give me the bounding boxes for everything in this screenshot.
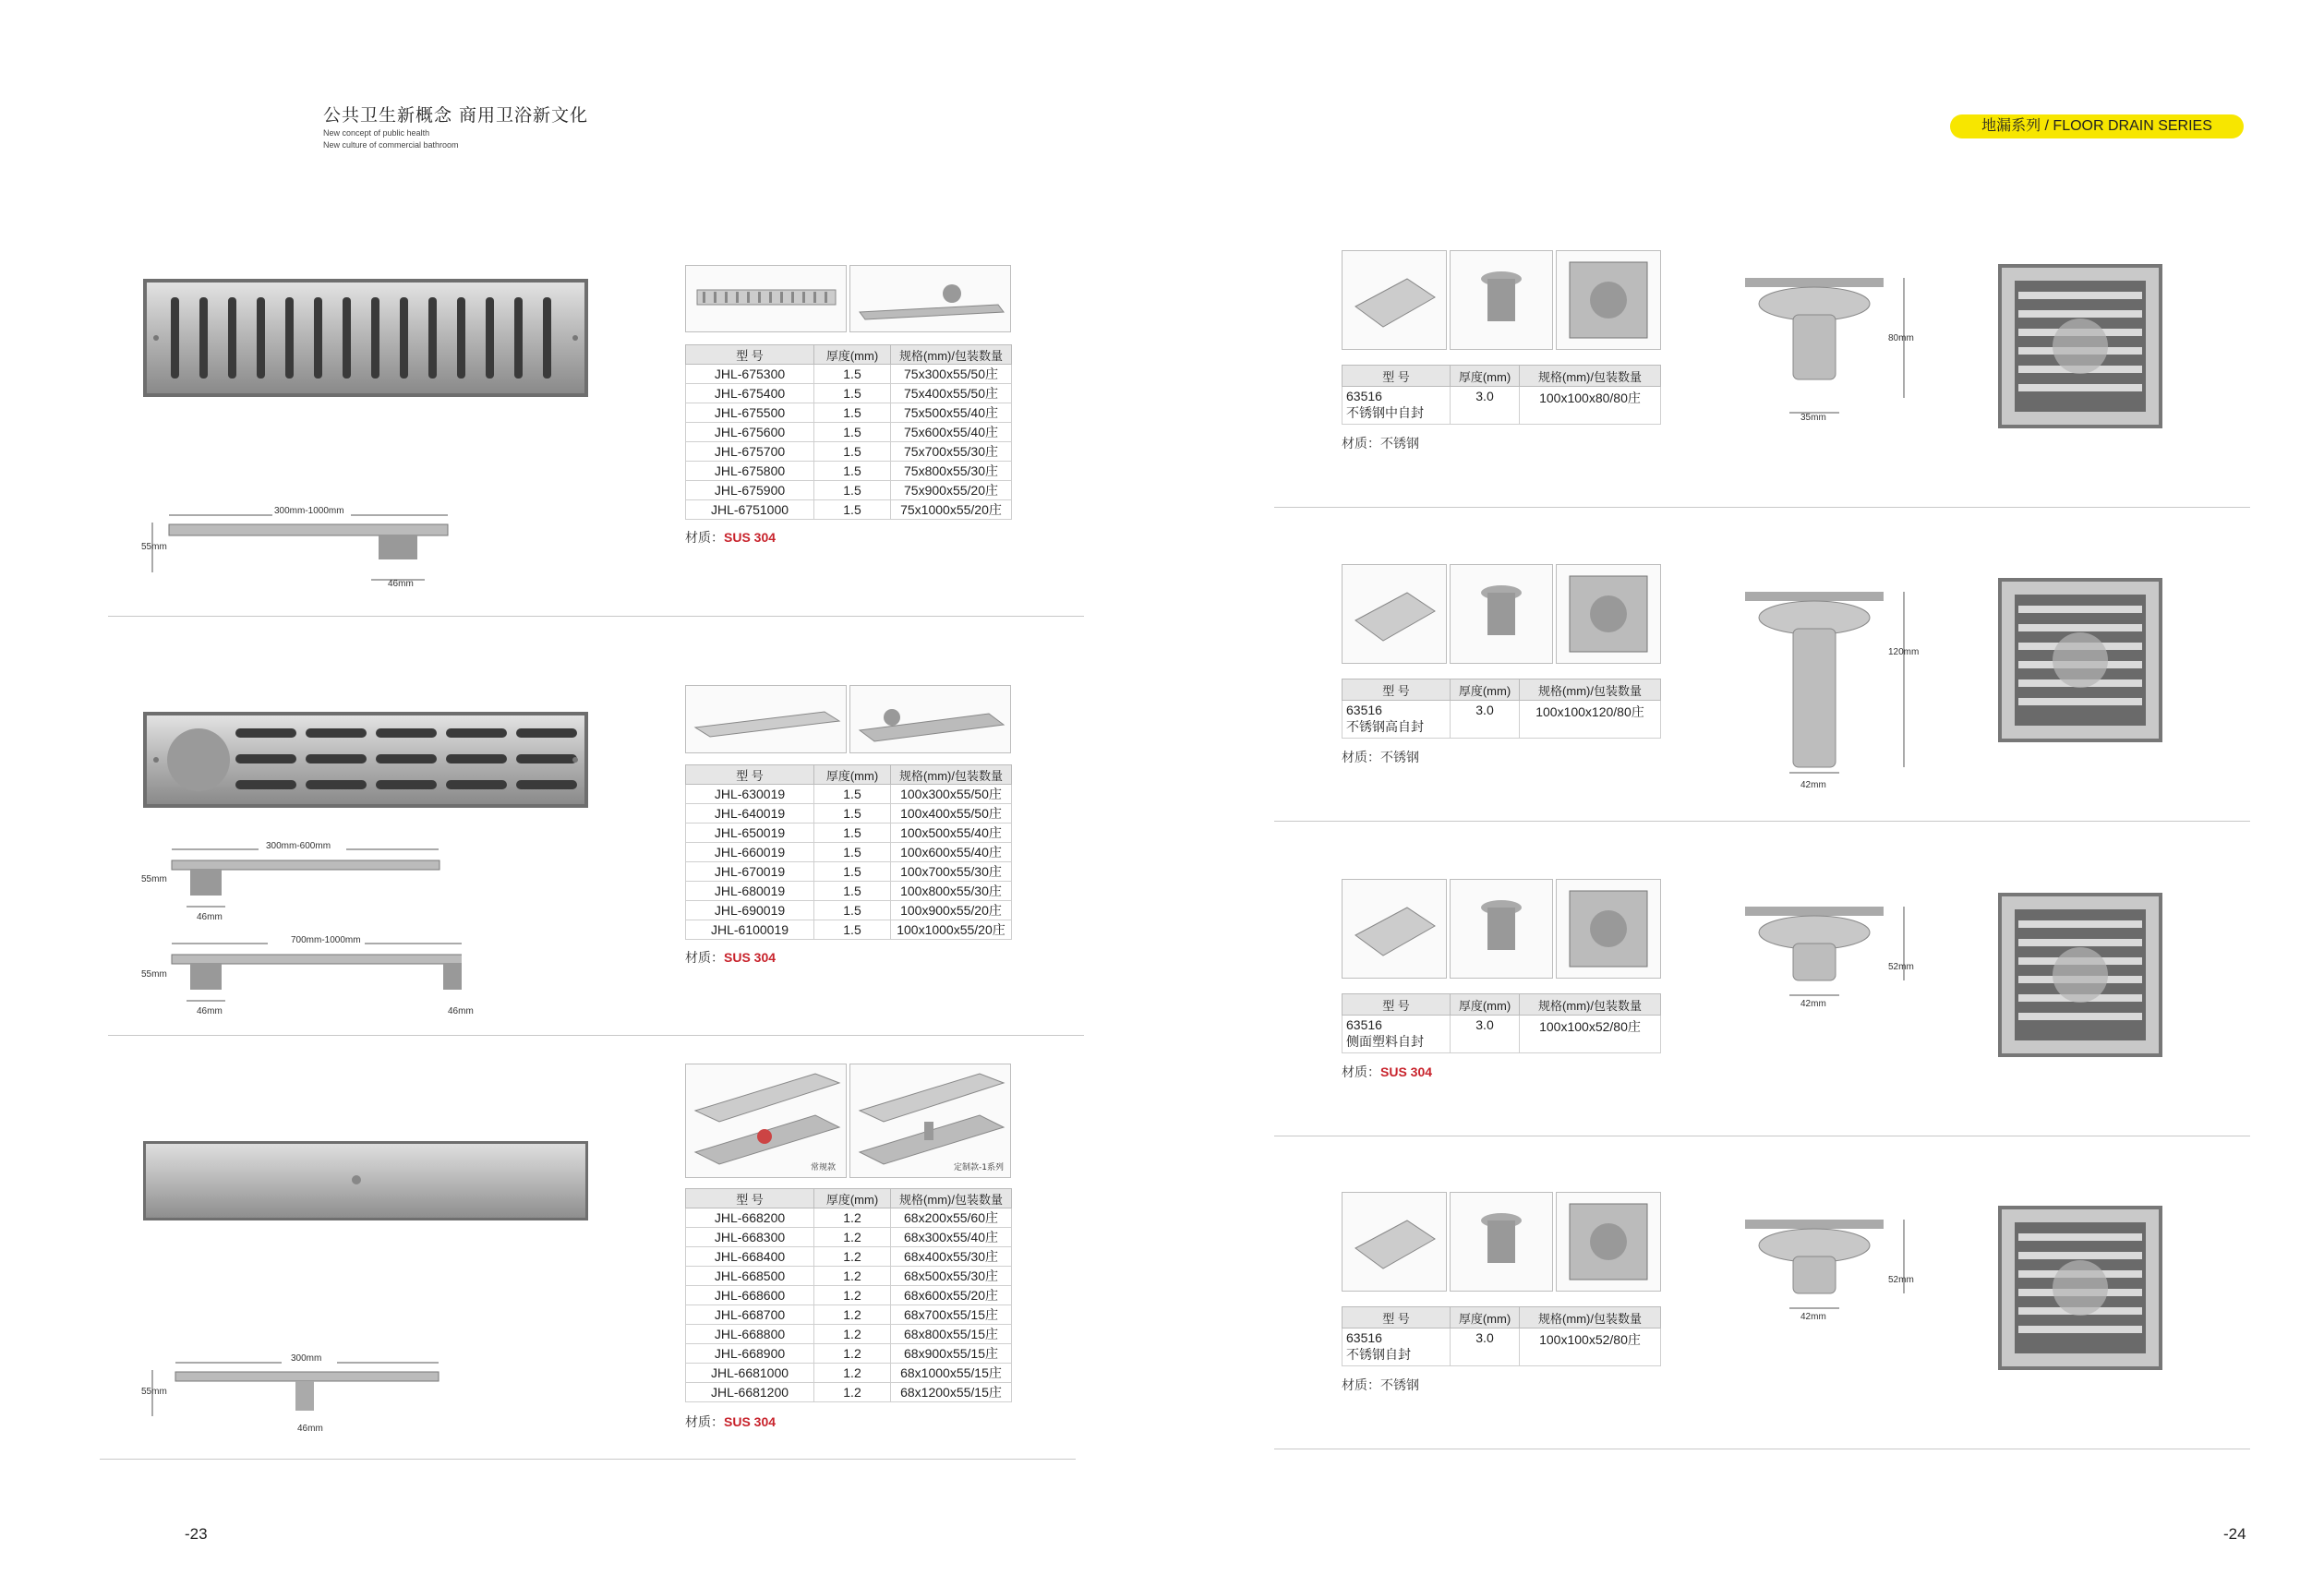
dim-length: 300mm bbox=[291, 1353, 322, 1364]
cell-thickness: 1.2 bbox=[814, 1383, 891, 1402]
table-row bbox=[686, 481, 1012, 500]
cell-thickness: 1.2 bbox=[814, 1247, 891, 1267]
table-row bbox=[1343, 701, 1661, 739]
section-divider bbox=[1274, 821, 2250, 822]
cell-model bbox=[1343, 387, 1451, 425]
material-value: SUS 304 bbox=[724, 530, 777, 545]
thumbnail-grate bbox=[685, 265, 847, 332]
cell-spec: 75x600x55/40庄 bbox=[891, 423, 1012, 442]
cell-spec: 75x700x55/30庄 bbox=[891, 442, 1012, 462]
cell-thickness: 1.5 bbox=[814, 442, 891, 462]
col-spec: 规格(mm)/包装数量 bbox=[1520, 1307, 1661, 1329]
table-row bbox=[686, 785, 1012, 804]
thumbnail-grate-cover bbox=[1342, 879, 1447, 979]
cell-thickness: 1.5 bbox=[814, 882, 891, 901]
cell-spec: 68x1000x55/15庄 bbox=[891, 1364, 1012, 1383]
model-name: 不锈钢中自封 bbox=[1346, 405, 1424, 420]
model-number: 63516 bbox=[1346, 389, 1382, 403]
material-value: 不锈钢 bbox=[1380, 436, 1419, 451]
page-number-left: -23 bbox=[185, 1525, 208, 1543]
page-header-title: 公共卫生新概念 商用卫浴新文化 bbox=[323, 105, 589, 126]
dim-height: 80mm bbox=[1888, 333, 1914, 343]
col-spec: 规格(mm)/包装数量 bbox=[891, 765, 1012, 785]
table-row bbox=[686, 1267, 1012, 1286]
cell-spec: 68x600x55/20庄 bbox=[891, 1286, 1012, 1305]
dim-height: 55mm bbox=[141, 1387, 167, 1397]
cell-spec: 75x900x55/20庄 bbox=[891, 481, 1012, 500]
spec-table-1 bbox=[685, 344, 1012, 520]
table-row bbox=[686, 462, 1012, 481]
cell-thickness: 1.5 bbox=[814, 824, 891, 843]
cell-model: JHL-675300 bbox=[686, 365, 814, 384]
cell-thickness: 3.0 bbox=[1451, 387, 1520, 425]
page-number-right: -24 bbox=[2223, 1525, 2246, 1543]
col-spec: 规格(mm)/包装数量 bbox=[1520, 679, 1661, 701]
cell-thickness: 1.2 bbox=[814, 1344, 891, 1364]
drain-profile-diagram bbox=[1736, 278, 1939, 463]
spec-table-2 bbox=[685, 764, 1012, 940]
material-label: 材质： bbox=[1342, 1064, 1380, 1079]
cell-model bbox=[1343, 701, 1451, 739]
cell-model: JHL-675400 bbox=[686, 384, 814, 403]
cell-spec: 68x200x55/60庄 bbox=[891, 1208, 1012, 1228]
cell-thickness: 1.5 bbox=[814, 384, 891, 403]
material-label: 材质： bbox=[1342, 436, 1380, 451]
thumbnail-caption: 定制款-1系列 bbox=[954, 1163, 1004, 1172]
material-note bbox=[1342, 1376, 1419, 1394]
cell-thickness: 1.2 bbox=[814, 1286, 891, 1305]
cell-model: JHL-668600 bbox=[686, 1286, 814, 1305]
dim-length: 300mm-1000mm bbox=[274, 506, 344, 516]
header-sub-line-2: New culture of commercial bathroom bbox=[323, 140, 459, 150]
cell-model: JHL-668900 bbox=[686, 1344, 814, 1364]
dim-width: 42mm bbox=[1800, 1312, 1826, 1322]
table-row bbox=[1343, 1016, 1661, 1053]
thumbnail-caption: 常规款 bbox=[811, 1163, 837, 1172]
thumbnail-trough bbox=[849, 265, 1011, 332]
thumbnail-core bbox=[1450, 1192, 1553, 1292]
model-number: 63516 bbox=[1346, 1330, 1382, 1345]
cell-spec: 75x1000x55/20庄 bbox=[891, 500, 1012, 520]
thumbnail-body bbox=[1556, 879, 1661, 979]
spec-rows bbox=[686, 785, 1012, 940]
cell-thickness: 3.0 bbox=[1451, 1329, 1520, 1366]
cell-model: JHL-675900 bbox=[686, 481, 814, 500]
cell-model: JHL-670019 bbox=[686, 862, 814, 882]
col-thickness: 厚度(mm) bbox=[1451, 994, 1520, 1016]
material-value: SUS 304 bbox=[724, 950, 777, 965]
model-number: 63516 bbox=[1346, 703, 1382, 717]
cell-thickness: 1.5 bbox=[814, 365, 891, 384]
cell-spec: 100x1000x55/20庄 bbox=[891, 920, 1012, 940]
table-row bbox=[686, 1364, 1012, 1383]
cell-thickness: 1.2 bbox=[814, 1364, 891, 1383]
model-name: 不锈钢自封 bbox=[1346, 1347, 1411, 1362]
col-spec: 规格(mm)/包装数量 bbox=[1520, 366, 1661, 387]
cell-spec: 100x700x55/30庄 bbox=[891, 862, 1012, 882]
dim-height: 52mm bbox=[1888, 1275, 1914, 1285]
cell-thickness: 1.5 bbox=[814, 901, 891, 920]
drain-top-view-photo bbox=[1998, 264, 2162, 428]
drain-spec-table bbox=[1342, 679, 1661, 739]
table-row bbox=[686, 1344, 1012, 1364]
cell-model bbox=[1343, 1016, 1451, 1053]
drain-spec-table bbox=[1342, 365, 1661, 425]
section-divider bbox=[108, 1035, 1084, 1036]
thumbnail-linear-drain-standard bbox=[685, 1064, 847, 1178]
col-model: 型 号 bbox=[1343, 679, 1451, 701]
table-row bbox=[686, 365, 1012, 384]
section-divider bbox=[100, 1459, 1076, 1460]
cell-spec: 68x400x55/30庄 bbox=[891, 1247, 1012, 1267]
dim-height: 120mm bbox=[1888, 647, 1920, 657]
col-thickness: 厚度(mm) bbox=[1451, 1307, 1520, 1329]
cell-model: JHL-680019 bbox=[686, 882, 814, 901]
col-spec: 规格(mm)/包装数量 bbox=[1520, 994, 1661, 1016]
dim-pipe: 46mm bbox=[388, 579, 414, 589]
side-profile-diagram bbox=[138, 1357, 462, 1431]
section-divider bbox=[1274, 507, 2250, 508]
dim-length: 300mm-600mm bbox=[266, 841, 331, 851]
material-label: 材质： bbox=[1342, 1377, 1380, 1392]
material-note bbox=[1342, 434, 1419, 452]
thumbnail-core bbox=[1450, 250, 1553, 350]
drain-profile-diagram bbox=[1736, 907, 1939, 1091]
cell-thickness: 1.2 bbox=[814, 1267, 891, 1286]
cell-spec: 68x500x55/30庄 bbox=[891, 1267, 1012, 1286]
cell-spec: 100x900x55/20庄 bbox=[891, 901, 1012, 920]
cell-thickness: 1.5 bbox=[814, 920, 891, 940]
cell-thickness: 1.2 bbox=[814, 1228, 891, 1247]
product-photo-slot-grate bbox=[143, 712, 588, 808]
cell-model: JHL-668500 bbox=[686, 1267, 814, 1286]
dim-width: 35mm bbox=[1800, 413, 1826, 423]
cell-model: JHL-640019 bbox=[686, 804, 814, 824]
cell-model: JHL-668700 bbox=[686, 1305, 814, 1325]
cell-model: JHL-690019 bbox=[686, 901, 814, 920]
cell-thickness: 1.5 bbox=[814, 804, 891, 824]
cell-thickness: 1.5 bbox=[814, 481, 891, 500]
cell-model: JHL-650019 bbox=[686, 824, 814, 843]
table-row bbox=[686, 1305, 1012, 1325]
table-row bbox=[686, 882, 1012, 901]
cell-model: JHL-6681000 bbox=[686, 1364, 814, 1383]
dim-height: 55mm bbox=[141, 969, 167, 980]
thumbnail-grate-cover bbox=[1342, 1192, 1447, 1292]
material-note bbox=[685, 528, 776, 547]
material-value: SUS 304 bbox=[1380, 1064, 1433, 1079]
cell-spec: 75x300x55/50庄 bbox=[891, 365, 1012, 384]
col-thickness: 厚度(mm) bbox=[1451, 366, 1520, 387]
material-label: 材质： bbox=[1342, 750, 1380, 764]
spec-table-3 bbox=[685, 1188, 1012, 1402]
cell-spec: 100x500x55/40庄 bbox=[891, 824, 1012, 843]
cell-thickness: 3.0 bbox=[1451, 1016, 1520, 1053]
dim-pipe: 46mm bbox=[297, 1424, 323, 1434]
drain-profile-diagram bbox=[1736, 1220, 1939, 1404]
drain-spec-table bbox=[1342, 1306, 1661, 1366]
page-header-subtitle bbox=[323, 127, 459, 151]
cell-thickness: 1.5 bbox=[814, 862, 891, 882]
cell-spec: 100x400x55/50庄 bbox=[891, 804, 1012, 824]
cell-spec: 75x500x55/40庄 bbox=[891, 403, 1012, 423]
dim-height: 55mm bbox=[141, 542, 167, 552]
cell-model: JHL-675700 bbox=[686, 442, 814, 462]
cell-thickness: 3.0 bbox=[1451, 701, 1520, 739]
cell-model: JHL-668800 bbox=[686, 1325, 814, 1344]
cell-thickness: 1.5 bbox=[814, 843, 891, 862]
cell-model: JHL-675600 bbox=[686, 423, 814, 442]
model-name: 侧面塑料自封 bbox=[1346, 1034, 1424, 1049]
material-note bbox=[1342, 1063, 1432, 1081]
thumbnail-linear-drain-custom bbox=[849, 1064, 1011, 1178]
cell-spec: 100x100x52/80庄 bbox=[1520, 1329, 1661, 1366]
cell-spec: 100x100x80/80庄 bbox=[1520, 387, 1661, 425]
cell-thickness: 1.5 bbox=[814, 403, 891, 423]
cell-thickness: 1.5 bbox=[814, 500, 891, 520]
col-thickness: 厚度(mm) bbox=[814, 765, 891, 785]
table-row bbox=[686, 1228, 1012, 1247]
cell-spec: 68x700x55/15庄 bbox=[891, 1305, 1012, 1325]
col-model: 型 号 bbox=[686, 345, 814, 365]
cell-model: JHL-6100019 bbox=[686, 920, 814, 940]
col-thickness: 厚度(mm) bbox=[814, 345, 891, 365]
material-note bbox=[685, 1413, 776, 1431]
dim-width: 42mm bbox=[1800, 999, 1826, 1009]
cell-thickness: 1.5 bbox=[814, 462, 891, 481]
cell-model: JHL-668200 bbox=[686, 1208, 814, 1228]
table-row bbox=[686, 824, 1012, 843]
thumbnail-body bbox=[1556, 250, 1661, 350]
col-model: 型 号 bbox=[1343, 366, 1451, 387]
cell-spec: 100x600x55/40庄 bbox=[891, 843, 1012, 862]
material-value: SUS 304 bbox=[724, 1414, 777, 1429]
col-spec: 规格(mm)/包装数量 bbox=[891, 1189, 1012, 1208]
dim-pipe: 46mm bbox=[448, 1006, 474, 1016]
material-value: 不锈钢 bbox=[1380, 1377, 1419, 1392]
table-row bbox=[686, 1208, 1012, 1228]
drain-top-view-photo bbox=[1998, 578, 2162, 742]
material-note bbox=[1342, 748, 1419, 766]
table-row bbox=[686, 804, 1012, 824]
cell-spec: 68x300x55/40庄 bbox=[891, 1228, 1012, 1247]
cell-thickness: 1.2 bbox=[814, 1208, 891, 1228]
col-model: 型 号 bbox=[1343, 1307, 1451, 1329]
model-number: 63516 bbox=[1346, 1017, 1382, 1032]
cell-model: JHL-660019 bbox=[686, 843, 814, 862]
header-sub-line-1: New concept of public health bbox=[323, 128, 430, 138]
dim-height: 55mm bbox=[141, 874, 167, 884]
cell-spec: 75x800x55/30庄 bbox=[891, 462, 1012, 481]
thumbnail-core bbox=[1450, 879, 1553, 979]
col-model: 型 号 bbox=[686, 765, 814, 785]
cell-model: JHL-6681200 bbox=[686, 1383, 814, 1402]
drain-profile-diagram bbox=[1736, 592, 1939, 776]
cell-model: JHL-668400 bbox=[686, 1247, 814, 1267]
cell-spec: 68x800x55/15庄 bbox=[891, 1325, 1012, 1344]
table-row bbox=[686, 920, 1012, 940]
table-row bbox=[686, 1286, 1012, 1305]
material-value: 不锈钢 bbox=[1380, 750, 1419, 764]
series-badge: 地漏系列 / FLOOR DRAIN SERIES bbox=[1950, 114, 2244, 138]
table-row bbox=[686, 901, 1012, 920]
col-spec: 规格(mm)/包装数量 bbox=[891, 345, 1012, 365]
table-row bbox=[686, 384, 1012, 403]
table-row bbox=[686, 1325, 1012, 1344]
table-row bbox=[686, 500, 1012, 520]
thumbnail-body bbox=[1556, 564, 1661, 664]
material-label: 材质： bbox=[685, 950, 724, 965]
cell-spec: 68x900x55/15庄 bbox=[891, 1344, 1012, 1364]
cell-thickness: 1.2 bbox=[814, 1305, 891, 1325]
cell-thickness: 1.2 bbox=[814, 1325, 891, 1344]
material-note bbox=[685, 948, 776, 967]
table-row bbox=[686, 1247, 1012, 1267]
dim-width: 42mm bbox=[1800, 780, 1826, 790]
material-label: 材质： bbox=[685, 1414, 724, 1429]
table-row bbox=[686, 1383, 1012, 1402]
cell-spec: 100x300x55/50庄 bbox=[891, 785, 1012, 804]
cell-spec: 100x100x120/80庄 bbox=[1520, 701, 1661, 739]
spec-rows bbox=[686, 1208, 1012, 1402]
drain-top-view-photo bbox=[1998, 893, 2162, 1057]
cell-model bbox=[1343, 1329, 1451, 1366]
table-row bbox=[686, 442, 1012, 462]
drain-spec-table bbox=[1342, 993, 1661, 1053]
dim-pipe: 46mm bbox=[197, 912, 223, 922]
spec-rows bbox=[686, 365, 1012, 520]
table-row bbox=[1343, 1329, 1661, 1366]
dim-pipe: 46mm bbox=[197, 1006, 223, 1016]
thumbnail-core bbox=[1450, 564, 1553, 664]
model-name: 不锈钢高自封 bbox=[1346, 719, 1424, 734]
cell-thickness: 1.5 bbox=[814, 423, 891, 442]
cell-spec: 75x400x55/50庄 bbox=[891, 384, 1012, 403]
col-thickness: 厚度(mm) bbox=[1451, 679, 1520, 701]
side-profile-diagram bbox=[138, 842, 462, 1017]
table-row bbox=[686, 423, 1012, 442]
col-thickness: 厚度(mm) bbox=[814, 1189, 891, 1208]
cell-spec: 100x100x52/80庄 bbox=[1520, 1016, 1661, 1053]
product-photo-slot-grate bbox=[143, 279, 588, 397]
thumbnail-grate bbox=[685, 685, 847, 753]
cell-spec: 100x800x55/30庄 bbox=[891, 882, 1012, 901]
section-divider bbox=[108, 616, 1084, 617]
table-row bbox=[686, 843, 1012, 862]
product-photo-tile-insert bbox=[143, 1141, 588, 1220]
col-model: 型 号 bbox=[1343, 994, 1451, 1016]
thumbnail-grate-cover bbox=[1342, 250, 1447, 350]
thumbnail-body bbox=[1556, 1192, 1661, 1292]
cell-spec: 68x1200x55/15庄 bbox=[891, 1383, 1012, 1402]
drain-top-view-photo bbox=[1998, 1206, 2162, 1370]
cell-thickness: 1.5 bbox=[814, 785, 891, 804]
cell-model: JHL-675500 bbox=[686, 403, 814, 423]
cell-model: JHL-630019 bbox=[686, 785, 814, 804]
col-model: 型 号 bbox=[686, 1189, 814, 1208]
cell-model: JHL-6751000 bbox=[686, 500, 814, 520]
cell-model: JHL-668300 bbox=[686, 1228, 814, 1247]
cell-model: JHL-675800 bbox=[686, 462, 814, 481]
dim-height: 52mm bbox=[1888, 962, 1914, 972]
table-row bbox=[1343, 387, 1661, 425]
dim-length-long: 700mm-1000mm bbox=[291, 935, 361, 945]
table-row bbox=[686, 862, 1012, 882]
table-row bbox=[686, 403, 1012, 423]
thumbnail-trough bbox=[849, 685, 1011, 753]
thumbnail-grate-cover bbox=[1342, 564, 1447, 664]
material-label: 材质： bbox=[685, 530, 724, 545]
